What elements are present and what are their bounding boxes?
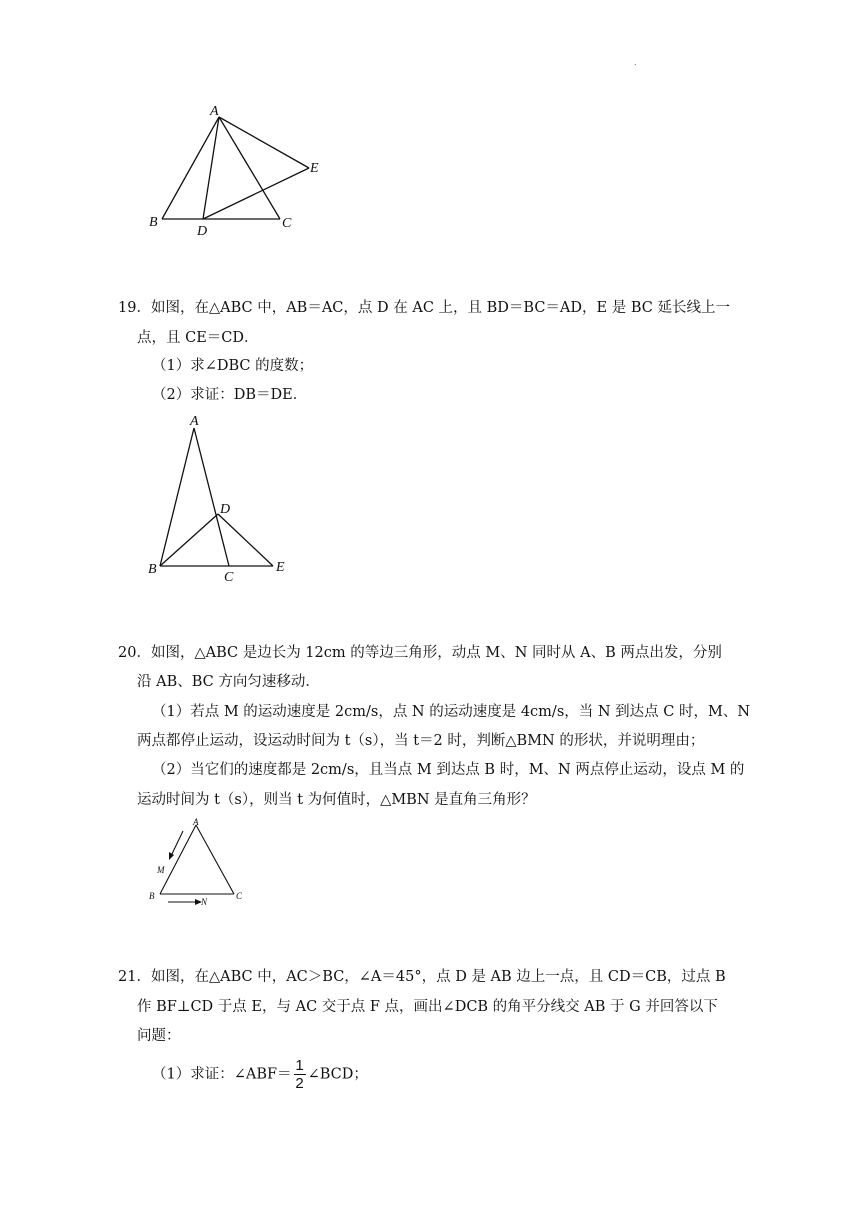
label-a: A [210,104,219,119]
q19-line-2: 点，且 CE＝CD． [137,330,259,346]
label-c: C [282,216,292,231]
segment-ab [160,428,194,566]
segment-ac [219,117,280,219]
segment-ae [219,117,309,168]
label-b: B [149,891,155,901]
label-a: A [190,414,199,429]
segment-ab [160,825,196,894]
q19-part-2: （2）求证：DB＝DE． [152,387,308,403]
q21-line-2: 作 BF⊥CD 于点 E，与 AC 交于点 F 点，画出∠DCB 的角平分线交 AB 于 G 并回答以下 [137,999,718,1015]
label-b: B [149,215,158,230]
q19-line-1: 19．如图，在△ABC 中，AB＝AC，点 D 在 AC 上，且 BD＝BC＝AD，E 是 BC 延长线上一 [118,300,730,316]
label-n: N [201,897,208,907]
q19-part-1: （1）求∠DBC 的度数； [152,358,314,374]
q20-part-2-line-2: 运动时间为 t（s），则当 t 为何值时，△MBN 是直角三角形？ [137,792,536,808]
q20-line-2: 沿 AB、BC 方向匀速移动． [137,674,320,690]
q20-part-1-line-2: 两点都停止运动，设运动时间为 t（s），当 t＝2 时，判断△BMN 的形状，并说明理由； [137,733,705,749]
figure-q20 [140,812,260,912]
label-e: E [310,161,319,176]
figure-q19 [140,410,300,590]
label-c: C [236,891,243,901]
segment-de [203,168,309,219]
segment-de [218,514,273,566]
q20-part-2-line-1: （2）当它们的速度都是 2cm/s，且当点 M 到达点 B 时，M、N 两点停止运动，设点 M 的 [152,762,745,778]
fraction-one-half [294,1058,306,1091]
label-m: M [157,865,165,875]
q20-part-1-line-1: （1）若点 M 的运动速度是 2cm/s，点 N 的运动速度是 4cm/s，当 N 到达点 C 时，M、N [152,704,751,720]
label-c: C [224,570,234,585]
q20-line-1: 20．如图，△ABC 是边长为 12cm 的等边三角形，动点 M、N 同时从 A、B 两点出发，分别 [118,645,722,661]
segment-ac [194,428,229,566]
segment-bd [160,514,218,566]
label-b: B [148,562,157,577]
arrow-m-head [169,852,174,860]
fraction-denominator: 2 [295,1075,304,1092]
fraction-numerator: 1 [295,1057,304,1074]
q21-part-1-prefix: （1）求证：∠ABF＝ [152,1066,292,1083]
q21-part-1-suffix: ∠BCD； [307,1066,368,1083]
q21-line-1: 21．如图，在△ABC 中，AC＞BC，∠A＝45°，点 D 是 AB 边上一点，且 CD＝CB，过点 B [118,969,726,985]
label-e: E [276,560,285,575]
segment-ac [196,825,234,894]
header-mark: . [634,58,637,67]
q21-part-1 [152,1058,368,1091]
label-a: A [193,817,199,827]
label-d: D [220,502,231,517]
figure-q18 [140,98,340,238]
q21-line-3: 问题： [137,1028,181,1044]
label-d: D [197,224,208,238]
